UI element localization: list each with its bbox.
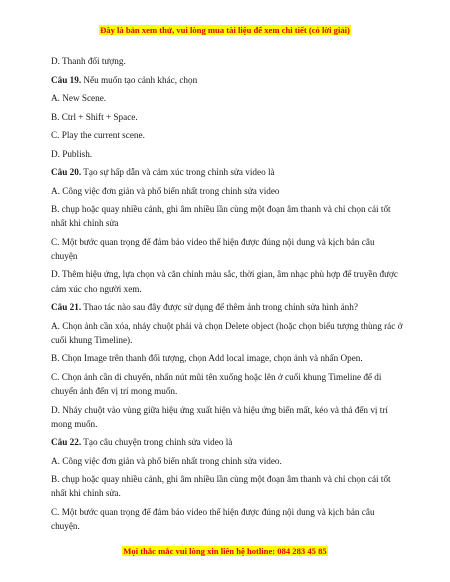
option-line: A. Công việc đơn giản và phổ biến nhất trong chỉnh sửa video. [51, 455, 282, 466]
question-text: Nếu muốn tạo cảnh khác, chọn [81, 74, 198, 85]
question-number: Câu 19. [51, 74, 82, 85]
preview-notice-banner [0, 25, 450, 35]
option-line: B. Chọn Image trên thanh đối tượng, chọn Add local image, chọn ảnh và nhấn Open. [51, 353, 363, 364]
question-line [51, 73, 403, 92]
option-line: B. chụp hoặc quay nhiều cảnh, ghi âm nhiều lần cùng một đoạn âm thanh và chỉ chọn cái tốt nhất khi chỉnh sửa [51, 204, 391, 229]
question-text: Tạo câu chuyện trong chỉnh sửa video là [81, 437, 233, 448]
option-line: A. New Scene. [51, 93, 107, 103]
option-line: B. Ctrl + Shift + Space. [51, 111, 138, 122]
option-line: C. Chọn ảnh cần di chuyển, nhấn nút mũi tên xuống hoặc lên ở cuối khung Timeline để di chuyển ảnh đến vị trí mong muốn. [51, 371, 382, 397]
option-line: A. Công việc đơn giản và phổ biến nhất trong chỉnh sửa video [51, 185, 280, 196]
option-line: C. Một bước quan trọng để đảm bảo video thể hiện được đúng nội dung và kịch bản câu chuyện [51, 236, 375, 261]
hotline-text: Mọi thắc mắc vui lòng xin liên hệ hotline: 084 283 45 85 [123, 546, 327, 556]
option-line: D. Nháy chuột vào vùng giữa hiệu ứng xuất hiện và hiệu ứng biến mất, kéo và thả đến vị trí mong muốn. [51, 404, 388, 429]
preview-notice-text: Đây là bản xem thử, vui lòng mua tài liệu để xem chi tiết (có lời giải) [100, 25, 350, 35]
hotline-footer-banner [0, 546, 450, 556]
question-text: Tạo sự hấp dẫn và cảm xúc trong chỉnh sửa video là [81, 167, 275, 177]
question-number: Câu 22. [51, 437, 82, 448]
question-text: Thao tác nào sau đây được sử dụng để thêm ảnh trong chỉnh sửa hình ảnh? [81, 302, 358, 313]
option-line: D. Thanh đối tượng. [51, 56, 126, 66]
option-line: A. Chọn ảnh cần xóa, nháy chuột phải và chọn Delete object (hoặc chọn biểu tượng thùng rác ở cuối khung Timeline). [51, 320, 403, 345]
option-line: D. Publish. [51, 148, 93, 159]
question-number: Câu 21. [51, 302, 82, 313]
option-line: C. Một bước quan trọng để đảm bảo video thể hiện được đúng nội dung và kịch bản câu chuyện. [51, 506, 375, 532]
question-number: Câu 20. [51, 167, 82, 177]
option-line: D. Thêm hiệu ứng, lựa chọn và căn chỉnh màu sắc, thời gian, âm nhạc phù hợp để truyền được cảm xúc cho người xem. [51, 269, 398, 294]
question-line [51, 165, 403, 184]
document-body [51, 54, 403, 538]
question-line [51, 435, 403, 454]
question-line [51, 300, 403, 319]
option-line: C. Play the current scene. [51, 130, 145, 140]
option-line: B. chụp hoặc quay nhiều cảnh, ghi âm nhiều lần cùng một đoạn âm thanh và chỉ chọn cái tốt nhất khi chỉnh sửa. [51, 474, 391, 499]
